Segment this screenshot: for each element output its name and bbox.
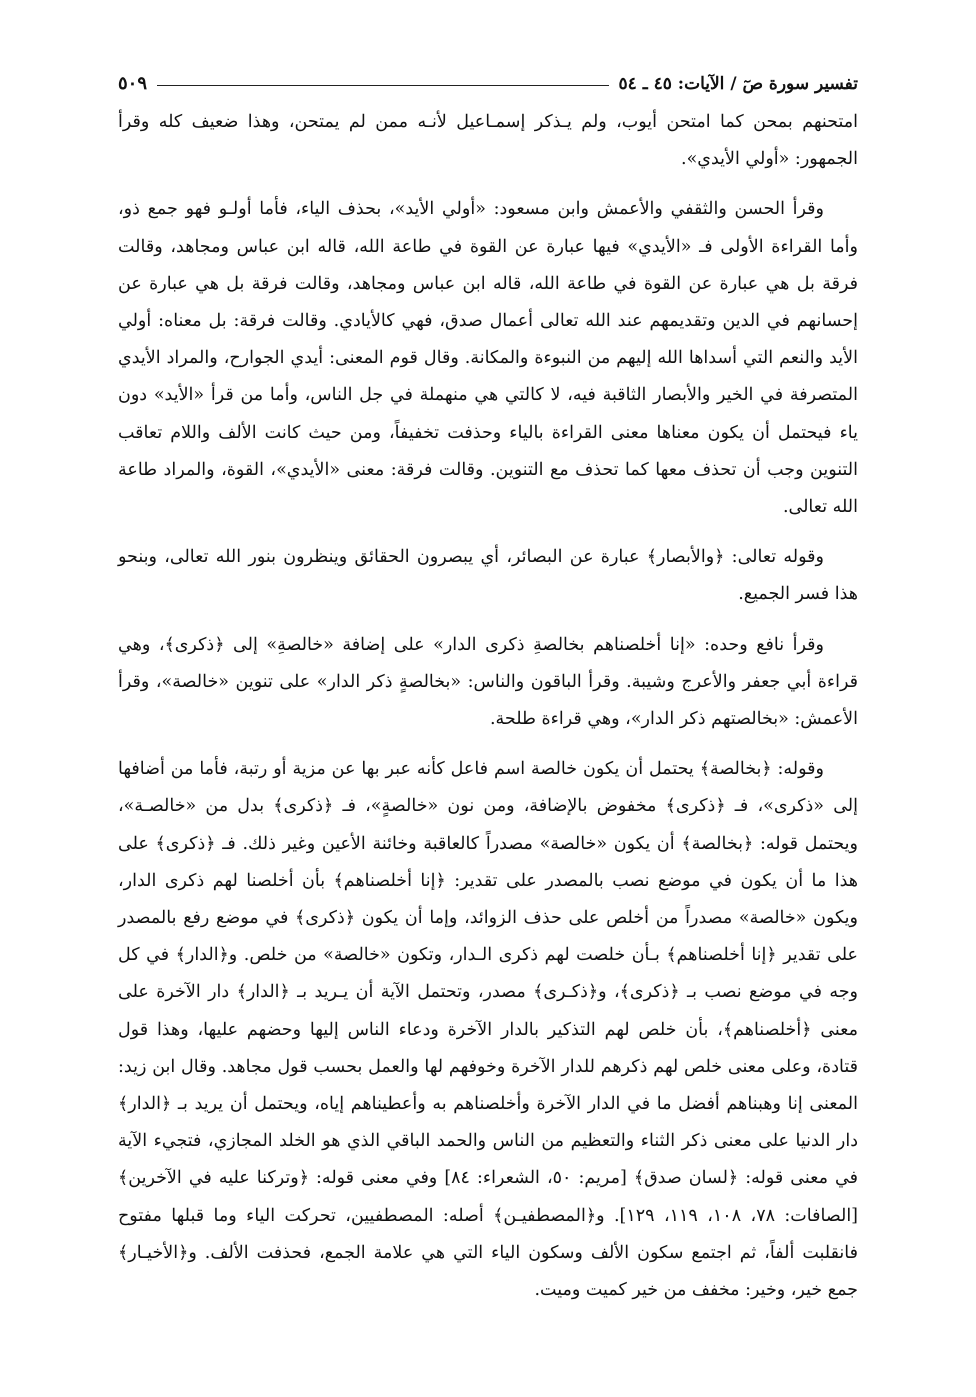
paragraph: امتحنهم بمحن كما امتحن أيوب، ولم يـذكر إسمـاعيل لأنـه ممن لم يمتحن، وهذا ضعيف كله وقرأ الجمهور: «أولي الأيدي». (118, 112, 858, 170)
page-number: ٥٠٩ (118, 73, 148, 94)
page-header (118, 62, 858, 94)
running-title: تفسير سورة صٓ / الآيات: ٤٥ ـ ٥٤ (618, 74, 858, 94)
header-rule (157, 85, 609, 86)
paragraph: وقرأ الحسن والثقفي والأعمش وابن مسعود: «أولي الأيد»، بحذف الياء، فأما أولـو فهو جمع ذو، وأما القراءة الأولى فـ «الأيدي» فيها عبارة عن القوة في طاعة الله، قاله ابن عباس ومجاهد، وقالت فرقة بل هي عبارة عن القوة في طاعة الله، قاله ابن عباس ومجاهد، وقالت فرقة بل هي عبارة عن إحسانهم في الدين وتقديمهم عند الله تعالى أعمال صدق، فهي كالأيادي. وقالت فرقة: بل معناه: أولي الأيد والنعم التي أسداها الله إليهم من النبوءة والمكانة. وقال قوم المعنى: أيدي الجوارح، والمراد الأيدي المتصرفة في الخير والأبصار الثاقبة فيه، لا كالتي هي منهملة في جل الناس، وأما من قرأ «الأيد» دون ياء فيحتمل أن يكون معناها معنى القراءة بالياء وحذفت تخفيفاً، ومن حيث كانت الألف واللام تعاقب التنوين وجب أن تحذف معها كما تحذف مع التنوين. وقالت فرقة: معنى «الأيدي»، القوة، والمراد طاعة الله تعالى. (118, 199, 858, 518)
paragraph: وقوله: ﴿بخالصة﴾ يحتمل أن يكون خالصة اسم فاعل كأنه عبر بها عن مزية أو رتبة، فأما من أضافها إلى «ذكرى»، فـ ﴿ذكرى﴾ مخفوض بالإضافة، ومن نون «خالصةٍ»، فـ ﴿ذكرى﴾ بدل من «خالصـة»، ويحتمل قوله: ﴿بخالصة﴾ أن يكون «خالصة» مصدراً كالعاقبة وخائنة الأعين وغير ذلك. فـ ﴿ذكرى﴾ على هذا ما أن يكون في موضع نصب بالمصدر على تقدير: ﴿إنا أخلصناهم﴾ بأن أخلصنا لهم ذكرى الدار، ويكون «خالصة» مصدراً من أخلص على حذف الزوائد، وإما أن يكون ﴿ذكرى﴾ في موضع رفع بالمصدر على تقدير ﴿إنا أخلصناهم﴾ بـأن خلصت لهم ذكرى الـدار، وتكون «خالصة» من خلص. و﴿الدار﴾ في كل وجه في موضع نصب بـ ﴿ذكرى﴾، و﴿ذكـرى﴾ مصدر، وتحتمل الآية أن يـريد بـ ﴿الدار﴾ دار الآخرة على معنى ﴿أخلصناهم﴾، بأن خلص لهم التذكير بالدار الآخرة ودعاء الناس إليها وحضهم عليها، وهذا قول قتادة، وعلى معنى خلص لهم ذكرهم للدار الآخرة وخوفهم لها والعمل بحسب قول مجاهد. وقال ابن زيد: المعنى إنا وهبناهم أفضل ما في الدار الآخرة وأخلصناهم به وأعطيناهم إياه، ويحتمل أن يريد بـ ﴿الدار﴾ دار الدنيا على معنى ذكر الثناء والتعظيم من الناس والحمد الباقي الذي هو الخلد المجازي، فتجيء الآية في معنى قوله: ﴿لسان صدق﴾ [مريم: ٥٠، الشعراء: ٨٤] وفي معنى قوله: ﴿وتركنا عليه في الآخرين﴾ [الصافات: ٧٨، ١٠٨، ١١٩، ١٢٩]. و﴿المصطفيـن﴾ أصله: المصطفيين، تحركت الياء وما قبلها مفتوح فانقلبت ألفاً، ثم اجتمع سكون الألف وسكون الياء التي هي علامة الجمع، فحذفت الألف. و﴿الأخيـار﴾ جمع خير، وخير: مخفف من خير كميت وميت. (118, 759, 859, 1301)
page-body (118, 104, 858, 1309)
paragraph: وقرأ نافع وحده: «إنا أخلصناهم بخالصةِ ذكرى الدار» على إضافة «خالصةِ» إلى ﴿ذكرى﴾، وهي قراءة أبي جعفر والأعرج وشيبة. وقرأ الباقون والناس: «بخالصةٍ ذكر الدار» على تنوين «خالصة»، وقرأ الأعمش: «بخالصتهم ذكر الدار»، وهي قراءة طلحة. (118, 634, 858, 730)
paragraph: وقوله تعالى: ﴿والأبصار﴾ عبارة عن البصائر، أي يبصرون الحقائق وينظرون بنور الله تعالى، وبنحو هذا فسر الجميع. (118, 547, 858, 605)
